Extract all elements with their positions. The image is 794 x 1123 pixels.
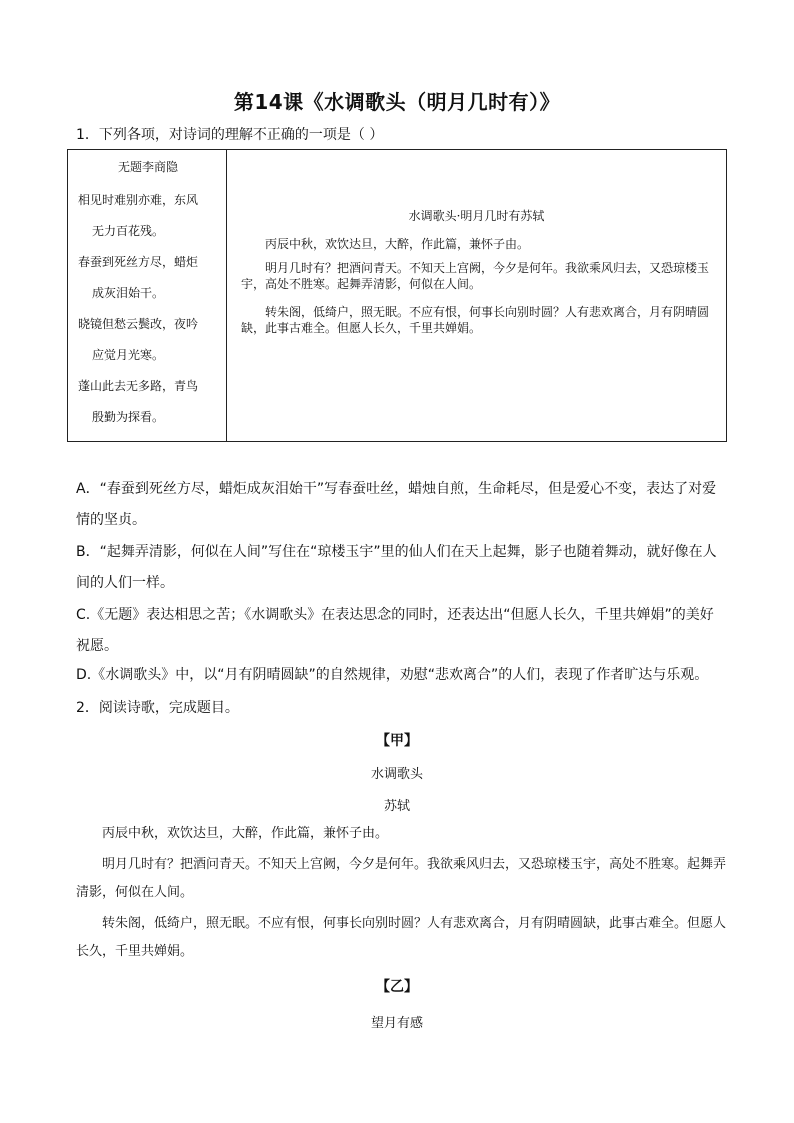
jia-poem-para: 明月几时有？把酒问青天。不知天上宫阙，今夕是何年。我欲乘风归去，又恐琼楼玉宇，高处不胜寒。起舞弄清影，何似在人间。 <box>76 857 727 900</box>
option-a: A．“春蚕到死丝方尽，蜡炬成灰泪始干”写春蚕吐丝，蜡烛自煎，生命耗尽，但是爱心不变，表达了对爱情的坚贞。 <box>76 481 717 528</box>
jia-poem-para: 转朱阁，低绮户，照无眠。不应有恨，何事长向别时圆？人有悲欢离合，月有阴晴圆缺，此事古难全。但愿人长久，千里共婵娟。 <box>76 916 727 959</box>
right-poem-para: 转朱阁，低绮户，照无眠。不应有恨，何事长向别时圆？人有悲欢离合，月有阴晴圆缺，此事古难全。但愿人长久，千里共婵娟。 <box>241 305 710 335</box>
jia-poem-author: 苏轼 <box>383 799 410 814</box>
left-poem-title: 无题李商隐 <box>117 160 178 174</box>
option-b: B．“起舞弄清影，何似在人间”写住在“琼楼玉宇”里的仙人们在天上起舞，影子也随着舞动，就好像在人间的人们一样。 <box>76 544 717 591</box>
option-d: D.《水调歌头》中，以“月有阴晴圆缺”的自然规律，劝慰“悲欢离合”的人们，表现了作者旷达与乐观。 <box>76 667 709 683</box>
left-poem-line: 春蚕到死丝方尽，蜡炬 <box>78 255 199 269</box>
left-poem-cell <box>68 150 227 442</box>
option-c: C.《无题》表达相思之苦；《水调歌头》在表达思念的同时，还表达出“但愿人长久，千里共婵娟”的美好祝愿。 <box>76 607 714 654</box>
right-poem-para: 明月几时有？把酒问青天。不知天上宫阙，今夕是何年。我欲乘风归去，又恐琼楼玉宇，高处不胜寒。起舞弄清影，何似在人间。 <box>241 261 710 291</box>
left-poem-line: 成灰泪始干。 <box>92 286 165 300</box>
right-poem-cell <box>227 150 727 442</box>
jia-poem-body <box>76 820 726 966</box>
section-yi-label: 【乙】 <box>376 979 418 995</box>
question-2-stem: 2．阅读诗歌，完成题目。 <box>76 700 239 716</box>
jia-poem-para: 丙辰中秋，欢饮达旦，大醉，作此篇，兼怀子由。 <box>102 826 389 841</box>
left-poem-line: 蓬山此去无多路，青鸟 <box>78 379 199 393</box>
section-jia-label: 【甲】 <box>376 733 418 749</box>
question-1-stem: 1．下列各项，对诗词的理解不正确的一项是（ ） <box>76 127 384 143</box>
left-poem-line: 应觉月光寒。 <box>92 348 165 362</box>
left-poem-line: 殷勤为探看。 <box>92 410 165 424</box>
left-poem-line: 无力百花残。 <box>92 224 165 238</box>
left-poem-line: 晓镜但愁云鬓改，夜吟 <box>78 317 199 331</box>
right-poem-para: 丙辰中秋，欢饮达旦，大醉，作此篇，兼怀子由。 <box>265 237 530 251</box>
page-title: 第14课《水调歌头（明月几时有）》 <box>233 90 561 114</box>
poem-table <box>67 149 727 442</box>
yi-poem-title: 望月有感 <box>370 1016 423 1031</box>
right-poem-title: 水调歌头·明月几时有苏轼 <box>408 209 545 223</box>
left-poem-line: 相见时难别亦难，东风 <box>78 193 199 207</box>
jia-poem-title: 水调歌头 <box>370 767 423 782</box>
